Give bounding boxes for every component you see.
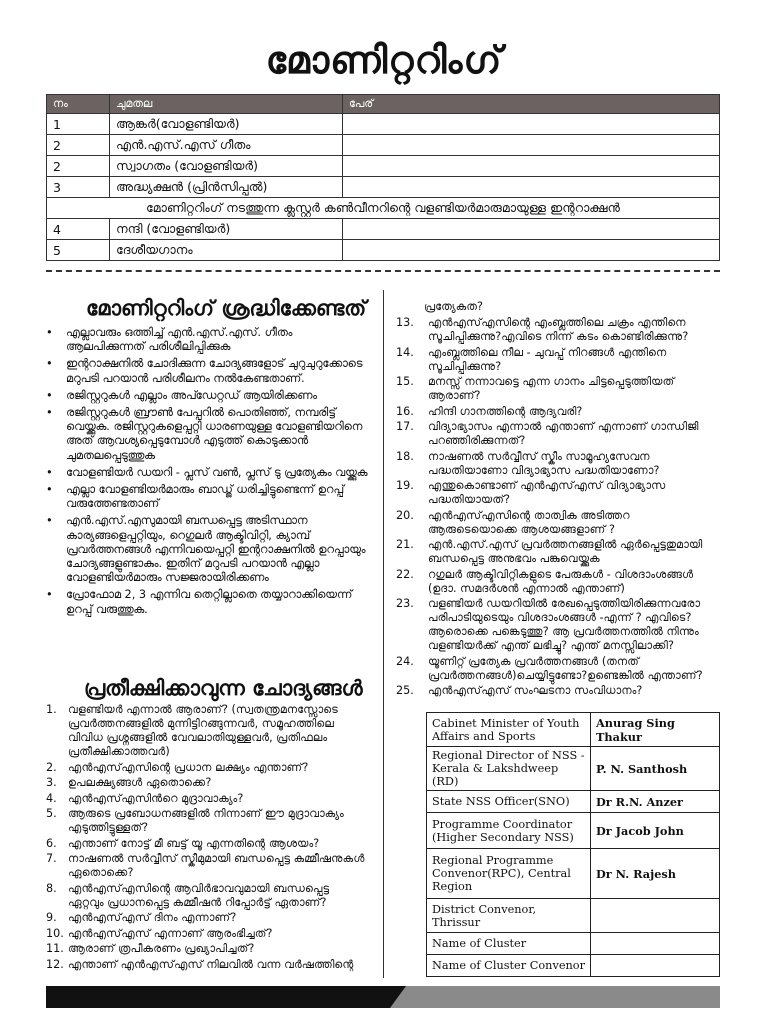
question-number: 5.: [46, 807, 57, 820]
question-number: 6.: [46, 836, 57, 850]
question-text: എൻഎസ്എസ് സംഘടനാ സംവിധാനം?: [428, 684, 643, 697]
list-item: [48, 792, 368, 806]
row-task: ആങ്കർ(വോളണ്ടിയർ): [110, 114, 343, 135]
attention-heading: മോണിറ്ററിംഗ് ശ്രദ്ധിക്കേണ്ടത്: [86, 296, 367, 320]
question-number: 15.: [396, 375, 414, 388]
table-span-row: [47, 198, 720, 219]
officials-table: [426, 712, 720, 977]
list-item: [48, 911, 368, 925]
official-role: State NSS Officer(SNO): [427, 791, 591, 813]
list-item: [396, 538, 722, 566]
question-number: 19.: [396, 479, 414, 492]
question-text: എന്തുകൊണ്ടാണ് എൻഎസ്എസ് വിദ്യാഭ്യാസ പദ്ധതിയായത്?: [428, 479, 666, 506]
official-role: Name of Cluster Convenor: [427, 955, 591, 977]
table-row: [47, 135, 720, 156]
question-text: മനസ്സ് നന്നാവട്ടെ എന്ന ഗാനം ചിട്ടപ്പെടുത്തിയത് ആരാണ്?: [428, 375, 675, 402]
list-item: [396, 375, 722, 403]
question-number: 17.: [396, 420, 414, 433]
question-text: എൻഎസ്എസിന്റെ ആവിർഭാവവുമായി ബന്ധപ്പെട്ട ഏറ്റവും പ്രധാനപ്പെട്ട കമ്മീഷൻ റിപ്പോർട്ട് ഏതാണ്?: [68, 881, 330, 909]
list-item: [396, 420, 722, 448]
page-title: മോണിറ്ററിംഗ്: [265, 38, 503, 82]
table-row: [427, 899, 720, 933]
row-name-cell[interactable]: [343, 114, 720, 135]
list-item: • എല്ലാ വോളണ്ടിയർമാരും ബാഡ്ജ് ധരിച്ചിട്ടുണ്ടെന്ന് ഉറപ്പ് വരുത്തേണ്ടതാണ്: [48, 483, 374, 511]
question-text: വളണ്ടിയർ എന്നാൽ ആരാണ്? (സ്വതന്ത്രമനസ്സോടെ പ്രവർത്തനങ്ങളിൽ മുന്നിട്ടിറങ്ങുന്നവർ, സമൂഹത്തിലെ വിവിധ പ്രശ്നങ്ങളിൽ വേവലാതിയുള്ളവർ, പ്രതിഫലം പ്രതീക്ഷിക്കാത്തവർ): [68, 703, 338, 758]
list-item: [396, 654, 722, 683]
list-item: [48, 761, 368, 775]
question-number: 20.: [396, 508, 414, 522]
list-item: • എൻ.എസ്.എസുമായി ബന്ധപ്പെട്ട അടിസ്ഥാന കാര്യങ്ങളെപ്പറ്റിയും, റെഗുലർ ആക്ടിവിറ്റി, ക്യാമ്പ് പ്രവർത്തനങ്ങൾ എന്നിവയെപ്പറ്റി ഇന്ററാക്ഷനിൽ ഉറപ്പായും ചോദ്യങ്ങളുണ്ടാകും. ഇതിന് മറുപടി പറയാൻ എല്ലാ വോളണ്ടിയർമാരും സജ്ജരായിരിക്കണം: [48, 514, 374, 585]
list-item: [48, 703, 368, 759]
official-role: Programme Coordinator (Higher Secondary NSS): [427, 813, 591, 849]
question-text: വിദ്യാഭ്യാസം എന്നാൽ എന്താണ് എന്നാണ് ഗാന്ധിജി പറഞ്ഞിരിക്കുന്നത്?: [428, 420, 699, 447]
row-name-cell[interactable]: [343, 219, 720, 240]
column-divider: [383, 290, 384, 978]
questions-list-right: [396, 316, 722, 700]
col-header-name: പേര്: [343, 95, 720, 114]
list-item: [48, 882, 368, 910]
col-header-no: നം: [47, 95, 110, 114]
row-no: 2: [47, 135, 110, 156]
row-task: അദ്ധ്യക്ഷൻ (പ്രിൻസിപ്പൽ): [110, 177, 343, 198]
list-item: [48, 927, 368, 941]
interaction-row: മോണിറ്ററിംഗ് നടത്തുന്ന ക്ലസ്റ്റർ കൺവീനറിന്റെ വളണ്ടിയർമാരുമായുള്ള ഇന്ററാക്ഷൻ: [47, 198, 720, 219]
row-no: 2: [47, 156, 110, 177]
list-item: [396, 479, 722, 507]
table-row: [47, 219, 720, 240]
list-item: [48, 958, 368, 972]
question-text: എന്താണ് എൻഎസ്എസ് നിലവിൽ വന്ന വർഷത്തിന്റെ: [68, 957, 354, 971]
list-item: • രജിസ്റ്ററുകൾ ബ്രൗൺ പേപ്പറിൽ പൊതിഞ്ഞ്, നമ്പരിട്ട് വെയ്ക്കുക. രജിസ്റ്ററുകളെപ്പറ്റി ധാരണയുള്ള വോളണ്ടിയറിനെ അത് ആവശ്യപ്പെടുമ്പോൾ എടുത്ത് കൊടുക്കാൻ ചുമതലപ്പെടുത്തുക: [48, 406, 374, 463]
schedule-table: [46, 94, 720, 261]
list-item: [396, 345, 722, 374]
official-name: Dr Jacob John: [591, 813, 720, 849]
question-number: 3.: [46, 776, 57, 789]
official-role: Cabinet Minister of Youth Affairs and Sports: [427, 713, 591, 747]
question-number: 1.: [46, 703, 57, 716]
question-text: എൻഎസ്എസിൻറെ മുദ്രാവാക്യം?: [68, 791, 244, 805]
question-text: എൻഎസ്എസ് എന്നാണ് ആരംഭിച്ചത്?: [68, 926, 273, 940]
question-number: 21.: [396, 538, 414, 551]
table-row: [427, 713, 720, 747]
question-continuation: പ്രത്യേകത?: [424, 300, 483, 313]
question-text: ആരുടെ പ്രബോധനങ്ങളിൽ നിന്നാണ് ഈ മുദ്രാവാക്യം എടുത്തിട്ടുള്ളത്?: [68, 807, 344, 834]
list-item: • വോളണ്ടിയർ ഡയറി - പ്ലസ് വൺ, പ്ലസ് ടു പ്രത്യേകം വയ്ക്കുക: [48, 466, 374, 480]
col-header-task: ചുമതല: [110, 95, 343, 114]
table-header-row: [47, 95, 720, 114]
question-text: നാഷണൽ സർവ്വീസ് സ്കീമുമായി ബന്ധപ്പെട്ട കമ്മീഷനുകൾ ഏതൊക്കെ?: [68, 852, 365, 879]
list-item: [48, 807, 368, 835]
question-text: ആരാണ് ത്രപീകരണം പ്രഖ്യാപിച്ചത്?: [68, 942, 255, 955]
question-text: ഹിന്ദി ഗാനത്തിന്റെ ആദ്യവരി?: [428, 404, 583, 418]
row-no: 4: [47, 219, 110, 240]
question-text: ഉപലക്ഷ്യങ്ങൾ ഏതൊക്കെ?: [68, 776, 212, 789]
question-number: 13.: [396, 316, 414, 329]
list-item: • പ്രോഫോമ 2, 3 എന്നിവ തെറ്റില്ലാതെ തയ്യാറാക്കിയെന്ന് ഉറപ്പ് വരുത്തുക.: [48, 588, 374, 616]
list-item: [396, 684, 722, 698]
table-row: [427, 933, 720, 955]
question-text: നാഷണൽ സർവ്വീസ് സ്കീം സാമൂഹ്യസേവന പദ്ധതിയാണോ വിദ്യാഭ്യാസ പദ്ധതിയാണോ?: [428, 449, 660, 477]
official-name: Dr R.N. Anzer: [591, 791, 720, 813]
question-number: 9.: [46, 911, 57, 924]
question-text: വളണ്ടിയർ ഡയറിയിൽ രേഖപ്പെടുത്തിയിരിക്കുന്നവരോ പരിപാടിയുടെയും വിശദാംശങ്ങൾ -എന്ന് ? എവിടെ?ആരൊക്കെ പങ്കെടുത്തു? ആ പ്രവർത്തനത്തിൽ നിന്നും വളണ്ടിയർക്ക് എന്ത് ലഭിച്ചു? എന്ത് മനസ്സിലാക്കി?: [428, 597, 701, 652]
row-task: സ്വാഗതം (വോളണ്ടിയർ): [110, 156, 343, 177]
official-name: P. N. Santhosh: [591, 747, 720, 791]
row-task: എൻ.എസ്.എസ് ഗീതം: [110, 135, 343, 156]
question-text: എൻഎസ്എസിന്റെ പ്രധാന ലക്ഷ്യം എന്താണ്?: [68, 760, 309, 774]
official-name[interactable]: [591, 933, 720, 955]
table-row: [47, 240, 720, 261]
list-item: • ഇന്ററാക്ഷനിൽ ചോദിക്കുന്ന ചോദ്യങ്ങളോട് ചുറുചുറുക്കോടെ മറുപടി പറയാൻ പരിശീലനം നൽകേണ്ടതാണ്.: [48, 357, 374, 385]
question-number: 18.: [396, 449, 414, 463]
list-item: [48, 776, 368, 790]
table-row: [47, 177, 720, 198]
table-row: [427, 791, 720, 813]
question-number: 2.: [46, 760, 57, 774]
question-text: എൻ.എസ്.എസ് പ്രവർത്തനങ്ങളിൽ ഏർപ്പെട്ടതുമായി ബന്ധപ്പെട്ട അനുഭവം പങ്കുവെയ്ക്കുക: [428, 538, 703, 565]
question-number: 10.: [46, 926, 64, 940]
row-name-cell[interactable]: [343, 156, 720, 177]
list-item: [396, 449, 722, 478]
list-item: [48, 852, 368, 880]
question-number: 24.: [396, 654, 414, 668]
table-row: [427, 849, 720, 899]
official-name[interactable]: [591, 955, 720, 977]
row-task: നന്ദി (വോളണ്ടിയർ): [110, 219, 343, 240]
question-number: 23.: [396, 597, 414, 610]
official-role: Regional Programme Convenor(RPC), Central Region: [427, 849, 591, 899]
list-item: [48, 942, 368, 956]
row-no: 3: [47, 177, 110, 198]
question-text: എൻഎസ്എസിന്റെ എംബ്ലത്തിലെ ചക്രം എന്തിനെ സൂചിപ്പിക്കുന്നു?എവിടെ നിന്ന് കടം കൊണ്ടിരിക്കുന്നു?: [428, 316, 689, 343]
official-role: Regional Director of NSS - Kerala & Lakshdweep (RD): [427, 747, 591, 791]
table-row: [47, 156, 720, 177]
list-item: [396, 508, 722, 537]
questions-heading: പ്രതീക്ഷിക്കാവുന്ന ചോദ്യങ്ങൾ: [84, 676, 363, 700]
table-row: [427, 955, 720, 977]
question-number: 25.: [396, 684, 414, 697]
official-role: District Convenor, Thrissur: [427, 899, 591, 933]
question-text: യൂണിറ്റ് പ്രത്യേക പ്രവർത്തനങ്ങൾ (തനത് പ്രവർത്തനങ്ങൾ)ചെയ്യിട്ടുണ്ടോ?ഉണ്ടെങ്കിൽ എന്താണ്?: [428, 654, 703, 682]
question-number: 12.: [46, 957, 64, 971]
question-text: റഗുലർ ആക്ടിവിറ്റികളുടെ പേരുകൾ - വിശദാംശങ്ങൾ (ഉദാ. സമദർശൻ എന്നാൽ എന്താണ്): [428, 567, 694, 595]
row-task: ദേശീയഗാനം: [110, 240, 343, 261]
list-item: [396, 597, 722, 653]
dashed-divider: [46, 270, 720, 272]
official-name: Dr N. Rajesh: [591, 849, 720, 899]
table-row: [47, 114, 720, 135]
row-name-cell[interactable]: [343, 177, 720, 198]
question-number: 14.: [396, 345, 414, 359]
question-text: എന്താണ് നോട്ട് മീ ബട്ട് യൂ എന്നതിന്റെ ആശയം?: [68, 836, 320, 850]
question-number: 4.: [46, 791, 57, 805]
questions-list-left: [48, 703, 368, 973]
list-item: • എല്ലാവരും ഒത്തിച്ച് എൻ.എസ്.എസ്. ഗീതം ആലപിക്കുന്നത് പരിശീലിപ്പിക്കുക: [48, 326, 374, 354]
row-name-cell[interactable]: [343, 240, 720, 261]
question-text: എംബ്ലത്തിലെ നീല - ചുവപ്പ് നിറങ്ങൾ എന്തിനെ സൂചിപ്പിക്കുന്നു?: [428, 345, 667, 373]
footer-accent: [390, 986, 720, 1008]
row-name-cell[interactable]: [343, 135, 720, 156]
list-item: [396, 316, 722, 344]
table-row: [427, 747, 720, 791]
question-number: 7.: [46, 852, 57, 865]
official-role: Name of Cluster: [427, 933, 591, 955]
question-number: 22.: [396, 567, 414, 581]
table-row: [427, 813, 720, 849]
list-item: [48, 837, 368, 851]
question-text: എൻഎസ്എസ് ദിനം എന്നാണ്?: [68, 911, 237, 924]
question-number: 8.: [46, 881, 57, 895]
question-text: എൻഎസ്എസിന്റെ താത്വിക അടിത്തറ ആരുടെയൊക്കെ ആശയങ്ങളാണ് ?: [428, 508, 630, 536]
list-item: [396, 567, 722, 596]
list-item: [396, 404, 722, 419]
official-name: Anurag Sing Thakur: [591, 713, 720, 747]
official-name[interactable]: [591, 899, 720, 933]
question-number: 16.: [396, 404, 414, 418]
row-no: 5: [47, 240, 110, 261]
question-number: 11.: [46, 942, 64, 955]
row-no: 1: [47, 114, 110, 135]
list-item: • രജിസ്റ്ററുകൾ എല്ലാം അപ്ഡേറ്റഡ് ആയിരിക്കണം: [48, 389, 374, 403]
attention-list: [48, 326, 374, 620]
